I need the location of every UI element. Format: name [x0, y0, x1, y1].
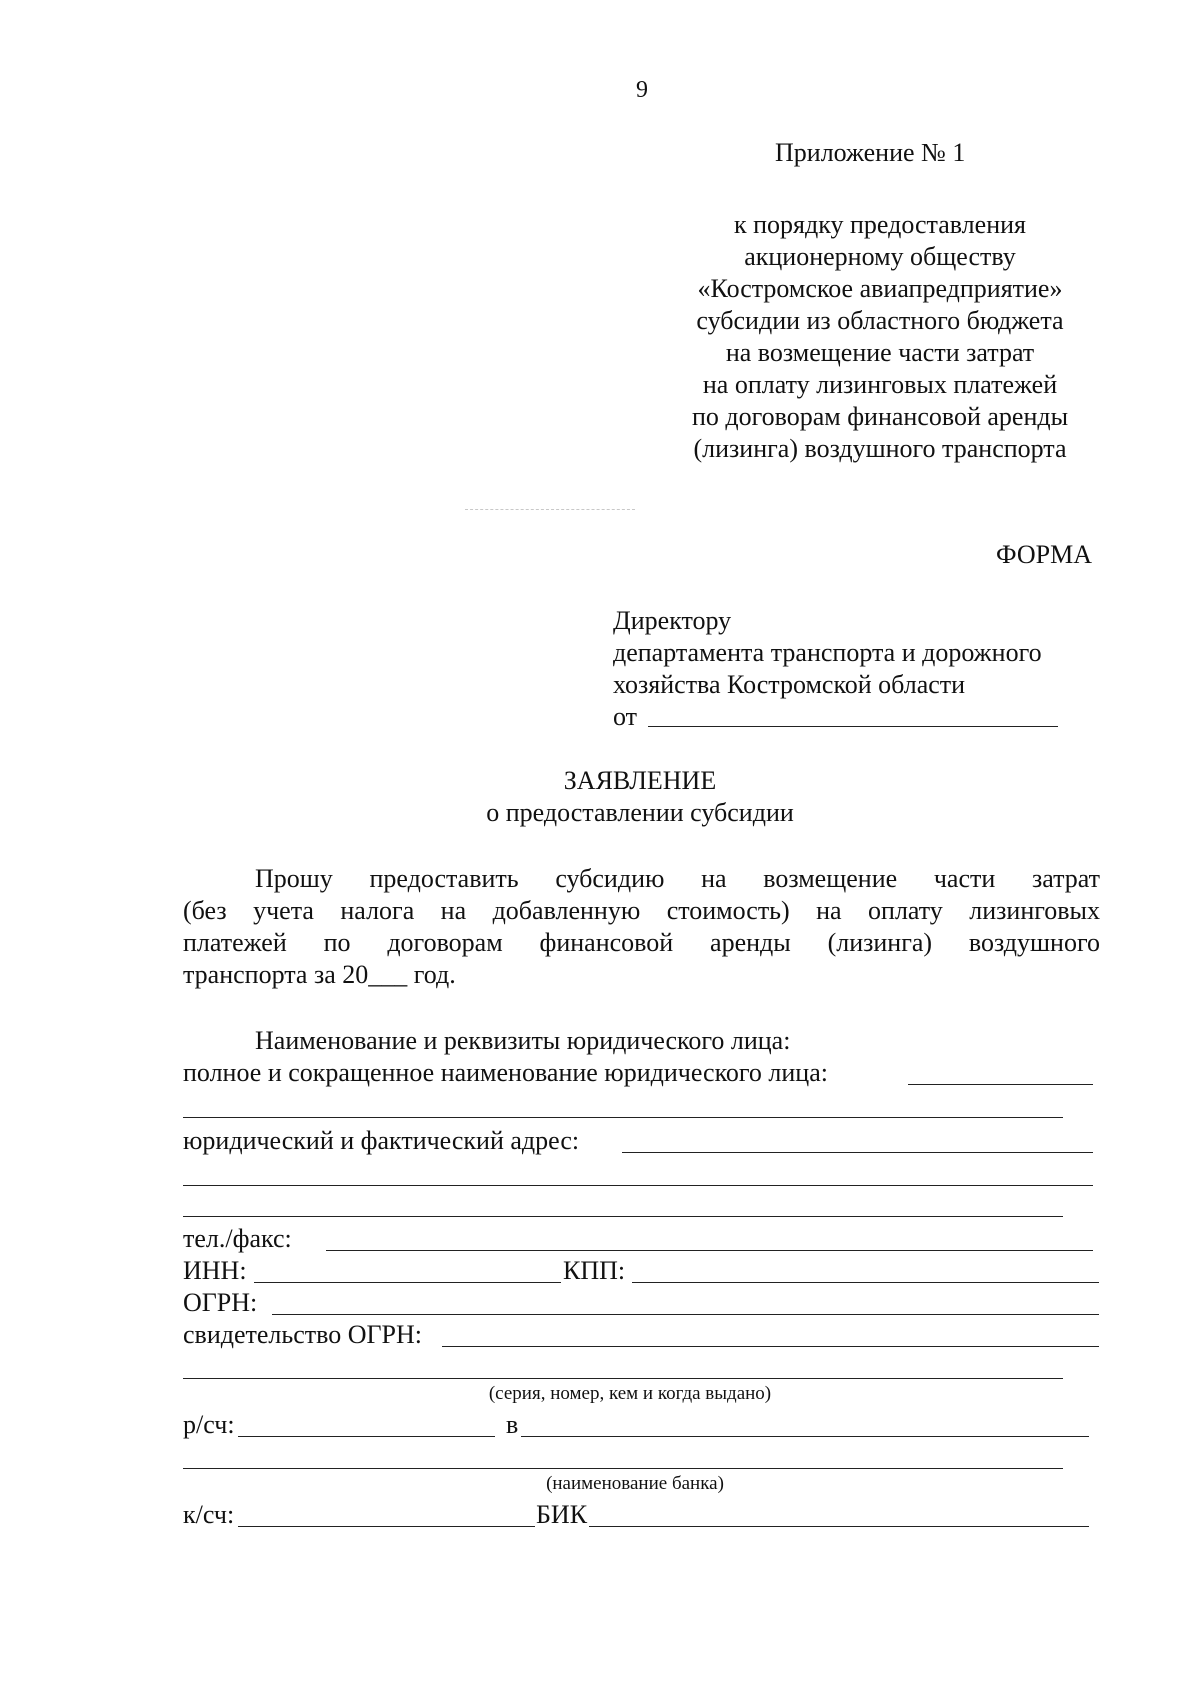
phone-label: тел./факс: [183, 1224, 292, 1253]
scan-artifact [465, 509, 635, 510]
address-label: юридический и фактический адрес: [183, 1126, 580, 1155]
annotation-line: на возмещение части затрат [725, 338, 1035, 367]
kpp-label: КПП: [563, 1256, 626, 1285]
corr-account-field[interactable] [238, 1526, 535, 1527]
bank-name-field[interactable] [521, 1436, 1089, 1437]
request-line-2: (без учета налога на добавленную стоимость) на оплату лизинговых [183, 896, 1100, 925]
bank-hint: (наименование банка) [546, 1473, 724, 1494]
annotation-line: субсидии из областного бюджета [696, 306, 1064, 335]
bank-in-label: в [506, 1410, 519, 1439]
addressee-line-3: хозяйства Костромской области [613, 670, 966, 699]
address-field-line-3[interactable] [183, 1216, 1063, 1217]
section-heading: Наименование и реквизиты юридического лица: [255, 1026, 791, 1055]
inn-field[interactable] [254, 1282, 561, 1283]
full-name-field[interactable] [908, 1084, 1093, 1085]
full-name-field-continued[interactable] [183, 1117, 1063, 1118]
ogrn-cert-hint: (серия, номер, кем и когда выдано) [488, 1383, 772, 1404]
addressee-line-2: департамента транспорта и дорожного [613, 638, 1042, 667]
account-field[interactable] [238, 1436, 495, 1437]
from-label: от [613, 702, 638, 731]
kpp-field[interactable] [632, 1282, 1099, 1283]
ogrn-field[interactable] [272, 1314, 1099, 1315]
form-label: ФОРМА [996, 540, 1092, 569]
inn-label: ИНН: [183, 1256, 247, 1285]
bank-name-field-line-2[interactable] [183, 1468, 1063, 1469]
annotation-line: по договорам финансовой аренды [691, 402, 1069, 431]
document-subtitle: о предоставлении субсидии [486, 798, 794, 827]
ogrn-label: ОГРН: [183, 1288, 258, 1317]
full-name-label: полное и сокращенное наименование юридического лица: [183, 1058, 828, 1087]
appendix-annotation [540, 212, 1200, 482]
request-line-3: платежей по договорам финансовой аренды (лизинга) воздушного [183, 928, 1100, 957]
address-field[interactable] [622, 1152, 1093, 1153]
annotation-line: к порядку предоставления [734, 210, 1026, 239]
ogrn-cert-label: свидетельство ОГРН: [183, 1320, 423, 1349]
request-line-1: Прошу предоставить субсидию на возмещение части затрат [255, 864, 1100, 893]
document-title: ЗАЯВЛЕНИЕ [563, 766, 717, 795]
bik-label: БИК [536, 1500, 588, 1529]
corr-account-label: к/сч: [183, 1500, 235, 1529]
from-field[interactable] [648, 726, 1058, 727]
page-number: 9 [636, 77, 648, 103]
phone-field[interactable] [326, 1250, 1093, 1251]
addressee-line-1: Директору [613, 606, 732, 635]
bik-field[interactable] [589, 1526, 1089, 1527]
account-label: р/сч: [183, 1410, 235, 1439]
annotation-line: на оплату лизинговых платежей [702, 370, 1058, 399]
annotation-line: акционерному обществу [744, 242, 1016, 271]
ogrn-cert-field[interactable] [442, 1346, 1099, 1347]
request-line-4: транспорта за 20___ год. [183, 960, 456, 989]
address-field-line-2[interactable] [183, 1185, 1093, 1186]
appendix-title: Приложение № 1 [775, 138, 966, 167]
annotation-line: «Костромское авиапредприятие» [697, 274, 1063, 303]
annotation-line: (лизинга) воздушного транспорта [693, 434, 1067, 463]
ogrn-cert-field-line-2[interactable] [183, 1378, 1063, 1379]
